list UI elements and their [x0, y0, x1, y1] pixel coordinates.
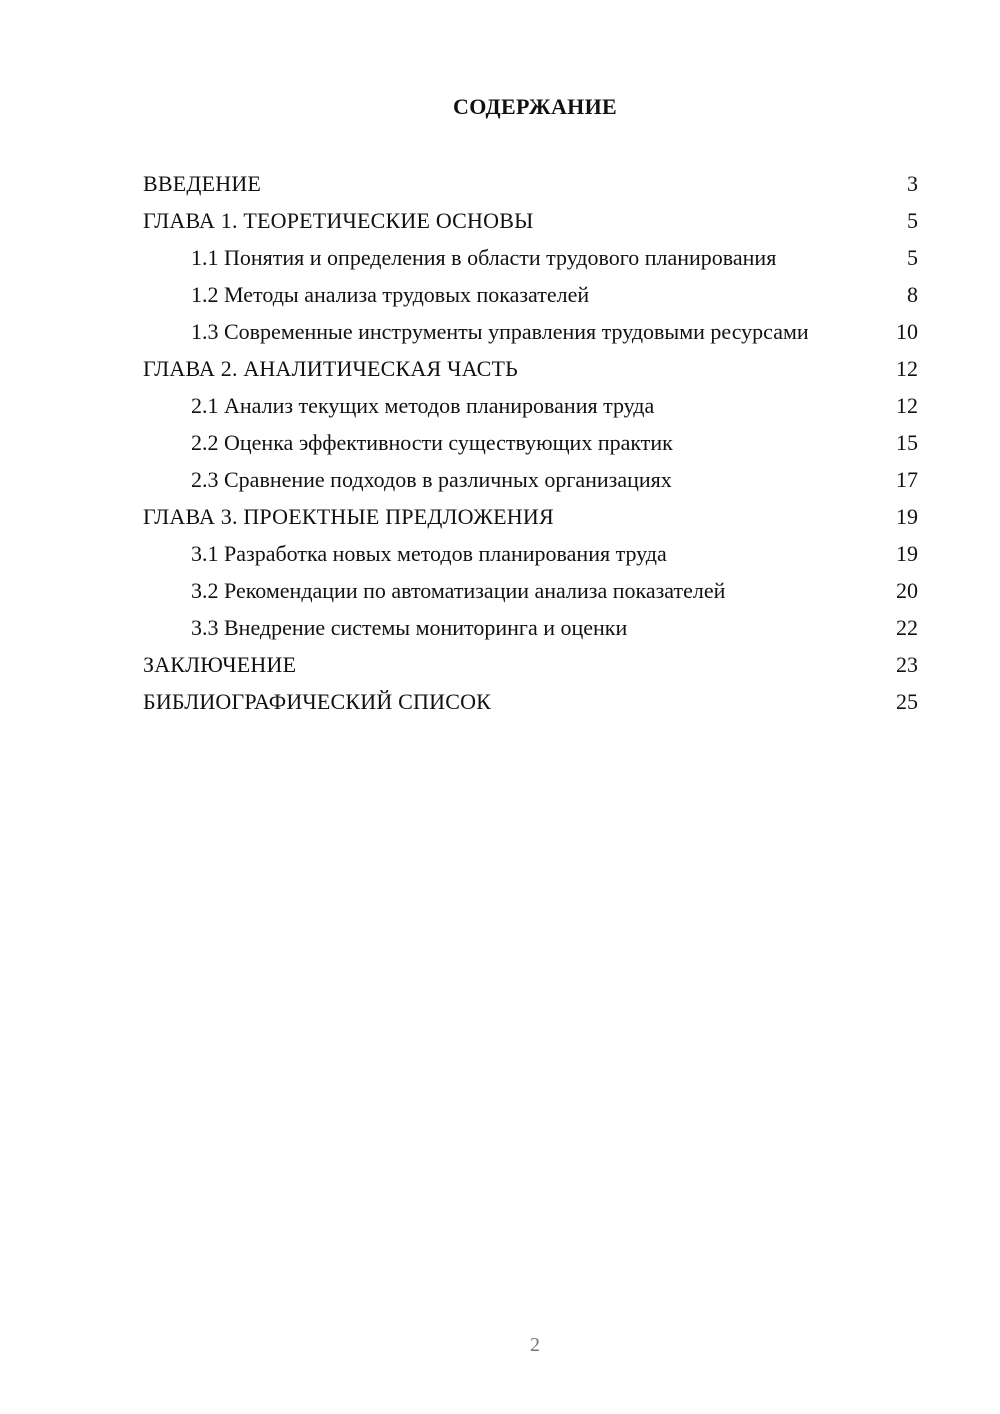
toc-entry-label: 2.1 Анализ текущих методов планирования труда: [191, 393, 655, 418]
toc-entry-section-2-2[interactable]: [143, 429, 918, 456]
toc-entry-section-2-3[interactable]: [143, 466, 918, 493]
toc-entry-section-1-1[interactable]: [143, 244, 918, 271]
toc-entry-page: 8: [907, 282, 918, 307]
toc-entry-label: ВВЕДЕНИЕ: [143, 171, 262, 196]
toc-entry-page: 15: [896, 430, 918, 455]
toc-entry-section-1-3[interactable]: [143, 318, 918, 345]
toc-entry-label: 1.3 Современные инструменты управления трудовыми ресурсами: [191, 319, 809, 344]
toc-entry-page: 23: [896, 652, 918, 677]
toc-entry-chapter-1[interactable]: [143, 207, 918, 234]
toc-entry-conclusion[interactable]: [143, 651, 918, 678]
toc-entry-label: ЗАКЛЮЧЕНИЕ: [143, 652, 297, 677]
toc-entry-page: 12: [896, 393, 918, 418]
toc-entry-chapter-3[interactable]: [143, 503, 918, 530]
toc-entry-introduction[interactable]: [143, 170, 918, 197]
toc-entry-page: 5: [907, 208, 918, 233]
toc-entry-page: 5: [907, 245, 918, 270]
toc-entry-page: 12: [896, 356, 918, 381]
toc-entry-label: ГЛАВА 2. АНАЛИТИЧЕСКАЯ ЧАСТЬ: [143, 356, 518, 381]
toc-entry-label: БИБЛИОГРАФИЧЕСКИЙ СПИСОК: [143, 689, 492, 714]
toc-entry-chapter-2[interactable]: [143, 355, 918, 382]
toc-entry-label: ГЛАВА 1. ТЕОРЕТИЧЕСКИЕ ОСНОВЫ: [143, 208, 534, 233]
page-number: 2: [530, 1334, 540, 1356]
toc-entry-label: 2.3 Сравнение подходов в различных организациях: [191, 467, 672, 492]
toc-entry-label: 3.3 Внедрение системы мониторинга и оценки: [191, 615, 628, 640]
toc-entry-section-2-1[interactable]: [143, 392, 918, 419]
toc-entry-page: 19: [896, 504, 918, 529]
toc-entry-label: 3.1 Разработка новых методов планирования труда: [191, 541, 667, 566]
toc-entry-page: 19: [896, 541, 918, 566]
table-of-contents: [143, 170, 918, 725]
toc-entry-bibliography[interactable]: [143, 688, 918, 715]
toc-entry-page: 22: [896, 615, 918, 640]
toc-entry-page: 3: [907, 171, 918, 196]
toc-entry-label: ГЛАВА 3. ПРОЕКТНЫЕ ПРЕДЛОЖЕНИЯ: [143, 504, 554, 529]
toc-title: СОДЕРЖАНИЕ: [453, 94, 617, 119]
toc-entry-section-3-1[interactable]: [143, 540, 918, 567]
toc-entry-page: 25: [896, 689, 918, 714]
toc-entry-section-3-2[interactable]: [143, 577, 918, 604]
toc-entry-label: 1.1 Понятия и определения в области трудового планирования: [191, 245, 777, 270]
toc-entry-page: 17: [896, 467, 918, 492]
toc-entry-section-3-3[interactable]: [143, 614, 918, 641]
toc-entry-page: 20: [896, 578, 918, 603]
toc-entry-label: 3.2 Рекомендации по автоматизации анализа показателей: [191, 578, 726, 603]
toc-entry-section-1-2[interactable]: [143, 281, 918, 308]
toc-entry-page: 10: [896, 319, 918, 344]
toc-entry-label: 2.2 Оценка эффективности существующих практик: [191, 430, 673, 455]
toc-entry-label: 1.2 Методы анализа трудовых показателей: [191, 282, 590, 307]
